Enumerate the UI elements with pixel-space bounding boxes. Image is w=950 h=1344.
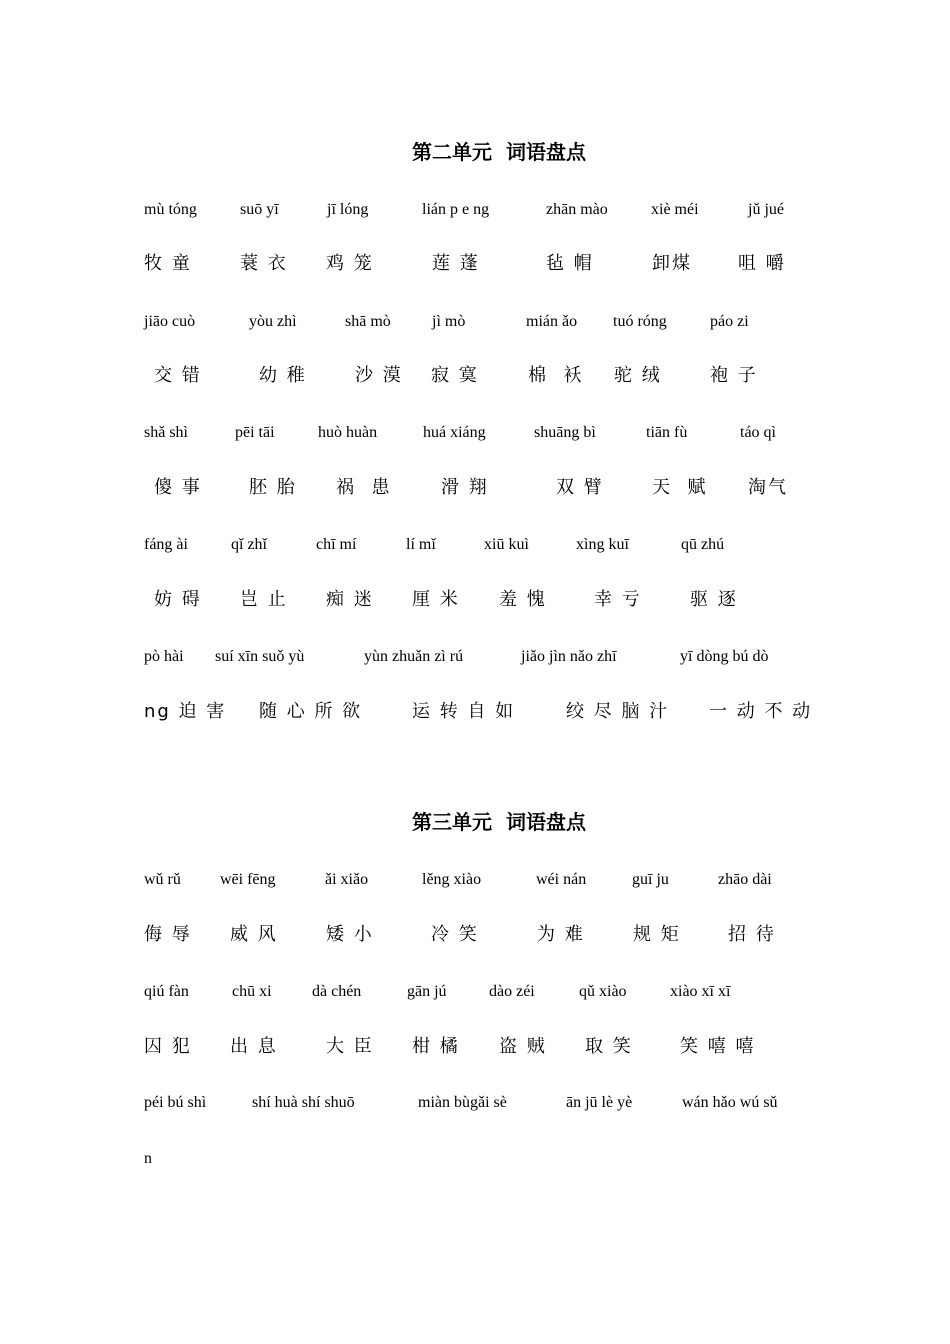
hanzi-word: 交 错 [154,365,202,386]
hanzi-word: 滑 翔 [441,477,489,498]
pinyin-word: shǎ shì [144,424,188,441]
pinyin-word: wēi fēng [220,871,276,888]
hanzi-word: 胚 胎 [249,477,297,498]
pinyin-word: pò hài [144,648,184,665]
unit3-title: 第三单元 词语盘点 [412,810,586,834]
pinyin-word: fáng ài [144,536,188,553]
hanzi-word: 笑 嘻 嘻 [680,1036,756,1057]
unit2-title: 第二单元 词语盘点 [412,140,586,164]
pinyin-word: táo qì [740,424,776,441]
hanzi-word: 双 臂 [556,477,604,498]
hanzi-word: 厘 米 [412,589,460,610]
pinyin-word: gān jú [407,983,447,1000]
hanzi-word: 驼 绒 [614,365,662,386]
pinyin-word: jiǎo jìn nǎo zhī [521,648,617,665]
pinyin-word: ǎi xiǎo [325,871,369,888]
hanzi-word: 妨 碍 [154,589,202,610]
hanzi-word: 棉 袄 [528,365,584,386]
pinyin-word: lěng xiào [422,871,482,888]
hanzi-word: 痴 迷 [326,589,374,610]
pinyin-word: qū zhú [681,536,725,553]
hanzi-word: 祸 患 [336,477,392,498]
pinyin-word: shuāng bì [534,424,596,441]
pinyin-word: yùn zhuǎn zì rú [364,648,464,665]
hanzi-word: 沙 漠 [355,365,403,386]
pinyin-word: qiú fàn [144,983,189,1000]
pinyin-word: chī mí [316,536,357,553]
hanzi-word: ng 迫 害 [144,701,227,722]
pinyin-word: xiè méi [651,201,699,218]
hanzi-word: 招 待 [728,924,776,945]
hanzi-word: 羞 愧 [499,589,547,610]
hanzi-word: 幸 亏 [594,589,642,610]
pinyin-word: páo zi [710,313,749,330]
hanzi-word: 随 心 所 欲 [259,701,363,722]
hanzi-word: 一 动 不 动 [709,701,813,722]
hanzi-word: 为 难 [537,924,585,945]
pinyin-word: suí xīn suǒ yù [215,648,305,665]
pinyin-word: xiū kuì [484,536,529,553]
pinyin-word: jǔ jué [748,201,784,218]
pinyin-word: qǔ xiào [579,983,627,1000]
pinyin-word: pēi tāi [235,424,275,441]
hanzi-word: 淘气 [748,477,788,498]
hanzi-word: 侮 辱 [144,924,192,945]
pinyin-word: jiāo cuò [144,313,196,330]
hanzi-word: 冷 笑 [431,924,479,945]
hanzi-word: 岂 止 [240,589,288,610]
hanzi-word: 蓑 衣 [240,253,288,274]
hanzi-word: 天 赋 [652,477,708,498]
pinyin-word: péi bú shì [144,1094,207,1111]
pinyin-word: tiān fù [646,424,688,441]
pinyin-word: shā mò [345,313,391,330]
hanzi-word: 囚 犯 [144,1036,192,1057]
pinyin-word: dào zéi [489,983,535,1000]
pinyin-word: qǐ zhǐ [231,536,267,553]
pinyin-word: zhān mào [546,201,608,218]
pinyin-word: ān jū lè yè [566,1094,633,1111]
hanzi-word: 取 笑 [585,1036,633,1057]
hanzi-word: 莲 蓬 [432,253,480,274]
pinyin-word: xìng kuī [576,536,629,553]
pinyin-word: n [144,1150,152,1167]
pinyin-word: yī dòng bú dò [680,648,769,665]
hanzi-word: 毡 帽 [546,253,594,274]
pinyin-word: mián ǎo [526,313,578,330]
pinyin-word: xiào xī xī [670,983,731,1000]
hanzi-word: 咀 嚼 [738,253,786,274]
hanzi-word: 卸煤 [652,253,692,274]
pinyin-word: wǔ rǔ [144,871,181,888]
pinyin-word: wéi nán [536,871,587,888]
pinyin-word: tuó róng [613,313,667,330]
pinyin-word: guī ju [632,871,669,888]
hanzi-word: 出 息 [230,1036,278,1057]
pinyin-word: jì mò [432,313,466,330]
hanzi-word: 运 转 自 如 [412,701,516,722]
pinyin-word: wán hǎo wú sǔ [682,1094,778,1111]
pinyin-word: miàn bùgǎi sè [418,1094,507,1111]
hanzi-word: 鸡 笼 [326,253,374,274]
pinyin-word: huá xiáng [423,424,486,441]
hanzi-word: 柑 橘 [412,1036,460,1057]
pinyin-word: chū xi [232,983,272,1000]
hanzi-word: 规 矩 [633,924,681,945]
pinyin-word: dà chén [312,983,362,1000]
hanzi-word: 大 臣 [326,1036,374,1057]
pinyin-word: mù tóng [144,201,197,218]
pinyin-word: huò huàn [318,424,378,441]
pinyin-word: lián p e ng [422,201,490,218]
pinyin-word: jī lóng [327,201,369,218]
pinyin-word: zhāo dài [718,871,772,888]
hanzi-word: 矮 小 [326,924,374,945]
hanzi-word: 牧 童 [144,253,192,274]
hanzi-word: 盗 贼 [499,1036,547,1057]
hanzi-word: 傻 事 [154,477,202,498]
pinyin-word: lí mǐ [406,536,436,553]
pinyin-word: suō yī [240,201,279,218]
pinyin-word: yòu zhì [249,313,297,330]
pinyin-word: shí huà shí shuō [252,1094,355,1111]
hanzi-word: 幼 稚 [259,365,307,386]
hanzi-word: 绞 尽 脑 汁 [566,701,670,722]
hanzi-word: 威 风 [230,924,278,945]
hanzi-word: 寂 寞 [431,365,479,386]
hanzi-word: 驱 逐 [690,589,738,610]
hanzi-word: 袍 子 [710,365,758,386]
